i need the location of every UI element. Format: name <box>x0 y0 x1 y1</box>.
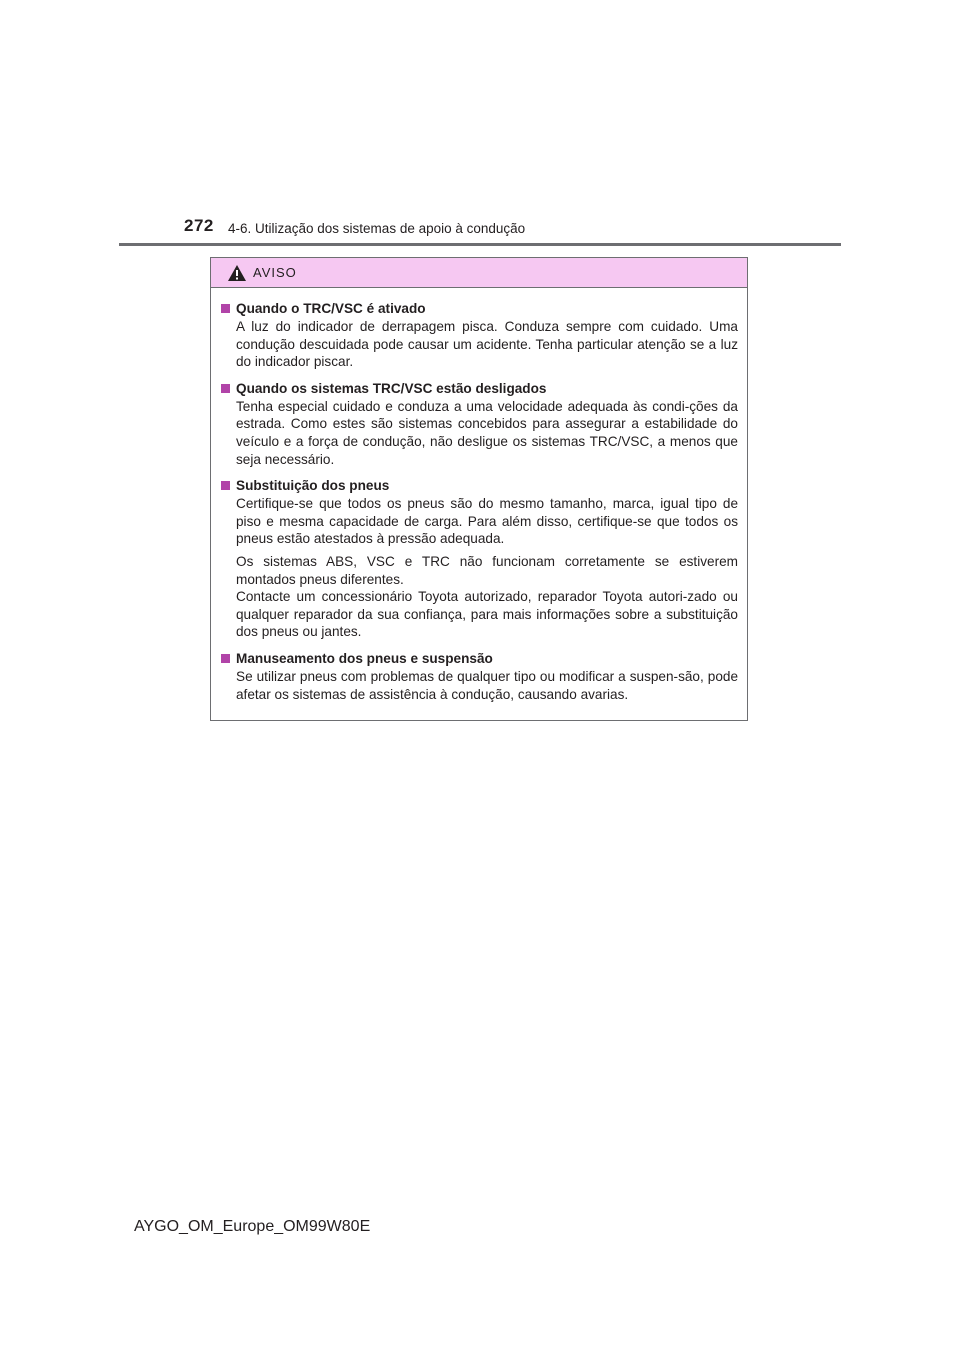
warning-item-text: Certifique-se que todos os pneus são do mesmo tamanho, marca, igual tipo de piso e mesma capacidade de carga. Para além disso, certifique-se que todos os pneus estão atestados à pressão adequada. <box>236 496 738 547</box>
header-divider <box>119 243 841 246</box>
document-code: AYGO_OM_Europe_OM99W80E <box>134 1218 371 1235</box>
square-bullet-icon <box>221 481 230 490</box>
warning-item-title: Substituição dos pneus <box>236 478 390 494</box>
warning-triangle-icon <box>227 264 247 282</box>
warning-label: AVISO <box>253 265 297 280</box>
warning-item-text: Se utilizar pneus com problemas de qualquer tipo ou modificar a suspen-são, pode afetar os sistemas de assistência à condução, causando avarias. <box>236 668 738 702</box>
warning-item-title: Quando os sistemas TRC/VSC estão desligados <box>236 380 547 396</box>
warning-item-heading <box>221 477 738 494</box>
warning-item-title: Quando o TRC/VSC é ativado <box>236 301 426 316</box>
warning-item-text: Tenha especial cuidado e conduza a uma velocidade adequada às condi-ções da estrada. Como estes são sistemas concebidos para assegurar a estabilidade do veículo e a força de condução, não desligue os sistemas TRC/VSC, a menos que seja necessário. <box>236 398 738 467</box>
warning-item-heading <box>221 650 738 667</box>
square-bullet-icon <box>221 384 230 393</box>
warning-item <box>221 650 738 703</box>
warning-item <box>221 477 738 641</box>
warning-item <box>221 380 738 468</box>
warning-item-text: Contacte um concessionário Toyota autorizado, reparador Toyota autori-zado ou qualquer reparador da sua confiança, para mais informações sobre a substituição dos pneus ou jantes. <box>236 589 738 640</box>
warning-item-text: Os sistemas ABS, VSC e TRC não funcionam corretamente se estiverem montados pneus diferentes. <box>236 553 738 587</box>
warning-item-heading <box>221 380 738 397</box>
square-bullet-icon <box>221 304 230 313</box>
warning-item <box>221 300 738 371</box>
warning-item-title: Manuseamento dos pneus e suspensão <box>236 650 493 666</box>
section-title: 4-6. Utilização dos sistemas de apoio à condução <box>228 221 526 236</box>
warning-box <box>210 257 748 721</box>
warning-header <box>211 258 747 288</box>
square-bullet-icon <box>221 654 230 663</box>
page-number: 272 <box>184 216 214 235</box>
warning-body <box>211 288 747 703</box>
warning-item-text: A luz do indicador de derrapagem pisca. Conduza sempre com cuidado. Uma condução descuidada pode causar um acidente. Tenha particular atenção se a luz do indicador piscar. <box>236 319 738 370</box>
warning-item-heading <box>221 300 738 317</box>
